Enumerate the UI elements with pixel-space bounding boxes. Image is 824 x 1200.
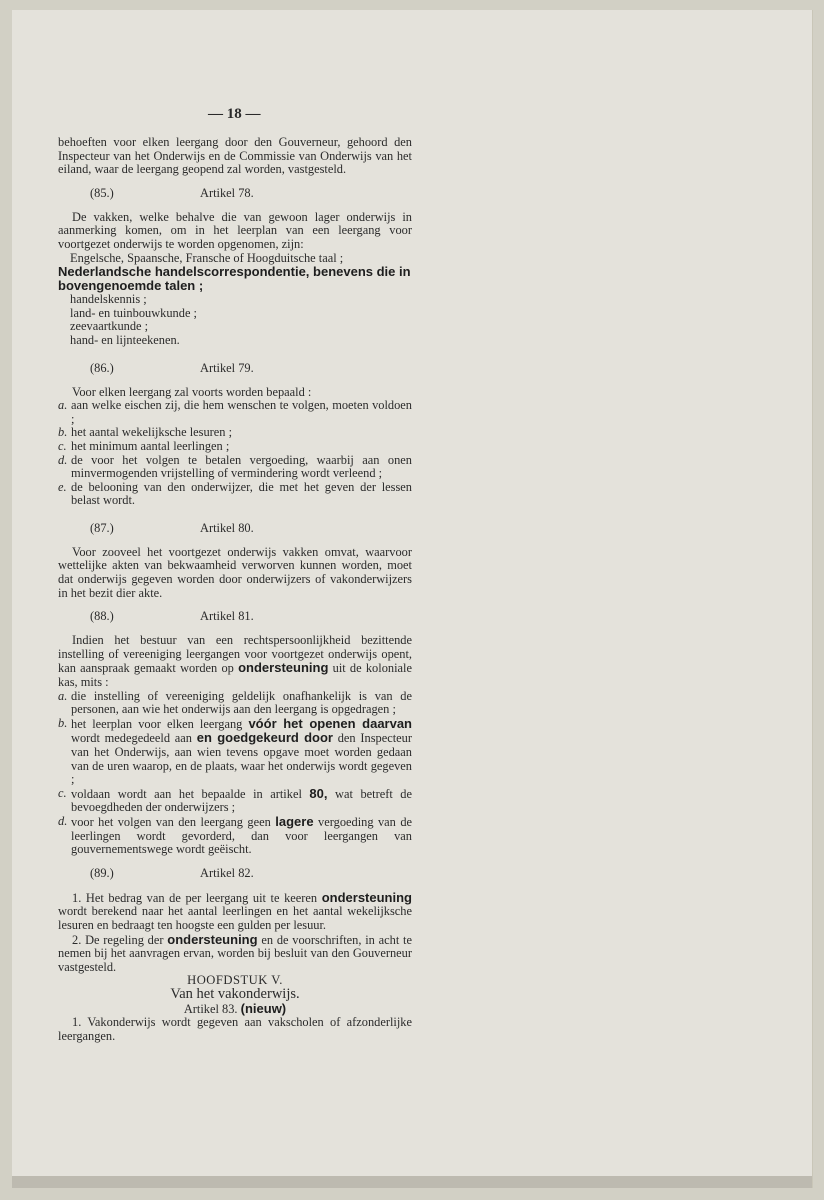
article-78-item: handelskennis ; (70, 292, 147, 307)
article-79-item-d (58, 454, 412, 481)
article-82-paragraph-2 (58, 933, 412, 975)
article-78-title: Artikel 78. (200, 185, 254, 200)
article-81-heading (58, 610, 412, 624)
article-83-paragraph-1: 1. Vakonderwijs wordt gegeven aan vakscholen of afzonderlijke leergangen. (58, 1015, 412, 1043)
bold-part: 80, (309, 785, 328, 801)
lead-text: uit de koloniale kas, mits : (58, 661, 412, 690)
article-82-heading (58, 867, 412, 881)
list-text: die instelling of vereeniging geldelijk onafhankelijk is van de personen, aan wie het onderwijs aan den leergang is opgedragen ; (71, 688, 412, 717)
article-83-title: Artikel 83. (183, 1001, 238, 1016)
article-82-ref: (89.) (90, 865, 114, 880)
chapter-title: Van het vakonderwijs. (170, 985, 300, 1002)
text-part: wat betreft de bevoegdheden der onderwijzers ; (71, 786, 412, 815)
text-part: wordt medegedeeld aan (71, 731, 192, 746)
article-79-ref: (86.) (90, 360, 114, 375)
list-letter: b. (58, 425, 68, 440)
article-81-item-b (58, 717, 412, 787)
list-letter: b. (58, 715, 68, 730)
list-letter: a. (58, 688, 68, 703)
article-81-item-c (58, 787, 412, 815)
article-78-item-bold: Nederlandsche handelscorrespondentie, benevens die in bovengenoemde talen ; (58, 264, 411, 294)
list-text (71, 787, 412, 815)
list-text: de voor het volgen te betalen vergoeding, waarbij aan onen minvermogenden vrijstelling of vermindering wordt verleend ; (71, 452, 412, 481)
text-part: 2. De regeling der (72, 932, 164, 947)
bold-part: vóór het openen daarvan (248, 715, 413, 731)
list-letter: c. (58, 785, 67, 800)
article-81-item-a (58, 690, 412, 717)
article-80-text: Voor zooveel het voortgezet onderwijs vakken omvat, waarvoor wettelijke akten van bekwaamheid verworven kunnen worden, moet dat onderwijs gegeven worden door onderwijzers of vakonderwijzers in het bezit dier akte. (58, 544, 412, 600)
article-80-heading (58, 522, 412, 536)
lead-text: Indien het bestuur van een rechtspersoonlijkheid bezittende instelling of vereeniging leergangen voor voortgezet onderwijs opent, kan aanspraak gemaakt worden op (58, 633, 412, 676)
article-79-item-b (58, 426, 412, 440)
list-text (71, 717, 412, 787)
article-81-ref: (88.) (90, 609, 114, 624)
list-letter: a. (58, 398, 68, 413)
bold-part: lagere (275, 813, 314, 829)
bold-part: ondersteuning (167, 931, 258, 947)
article-78-item: Engelsche, Spaansche, Fransche of Hoogduitsche taal ; (70, 250, 344, 265)
article-82-title: Artikel 82. (200, 865, 254, 880)
chapter-heading: HOOFDSTUK V. (187, 973, 283, 988)
text-part: wordt berekend naar het aantal leerlingen en het aantal wekelijksche lesuren en bedraagt ten hoogste een gulden per lesuur. (58, 904, 412, 932)
list-letter: e. (58, 479, 67, 494)
article-80-ref: (87.) (90, 520, 114, 535)
text-part: het leerplan voor elken leergang (71, 716, 243, 731)
list-text: het aantal wekelijksche lesuren ; (71, 425, 233, 440)
text-column (58, 136, 412, 1043)
article-79-title: Artikel 79. (200, 360, 254, 375)
list-letter: d. (58, 452, 68, 467)
text-part: en de voorschriften, in acht te nemen bij het aanvragen ervan, worden bij besluit van den Gouverneur vastgesteld. (58, 932, 412, 974)
article-81-lead (58, 634, 412, 689)
text-part: 1. Het bedrag van de per leergang uit te keeren (72, 890, 318, 905)
list-text: aan welke eischen zij, die hem wenschen te volgen, moeten voldoen ; (71, 398, 412, 426)
article-79-item-a (58, 399, 412, 426)
list-text (71, 815, 412, 857)
list-text: de belooning van den onderwijzer, die met het geven der lessen belast wordt. (71, 479, 412, 508)
article-78-heading (58, 187, 412, 201)
lead-bold: ondersteuning (238, 660, 329, 676)
article-78-item: zeevaartkunde ; (70, 319, 149, 334)
article-83-heading (58, 1002, 412, 1017)
list-text: het minimum aantal leerlingen ; (71, 438, 230, 453)
text-part: den Inspecteur van het Onderwijs, aan wien tevens opgave moet worden gedaan van de uren waarop, en de plaats, waar het onderwijs wordt gegeven ; (71, 731, 412, 787)
article-81-item-d (58, 815, 412, 857)
bold-part: en goedgekeurd door (196, 730, 333, 746)
article-78-ref: (85.) (90, 185, 114, 200)
text-part: voldaan wordt aan het bepaalde in artikel (71, 786, 302, 801)
article-80-title: Artikel 80. (200, 520, 254, 535)
text-part: voor het volgen van den leergang geen (71, 814, 271, 829)
intro-paragraph: behoeften voor elken leergang door den Gouverneur, gehoord den Inspecteur van het Onderwijs en de Commissie van Onderwijs van het eiland, waar de leergang geopend zal worden, vastgesteld. (58, 135, 412, 177)
article-83-note: (nieuw) (240, 1000, 287, 1016)
article-79-item-e (58, 481, 412, 508)
article-78-item: land- en tuinbouwkunde ; (70, 305, 197, 320)
page-bottom-edge (12, 1176, 812, 1188)
article-79-lead: Voor elken leergang zal voorts worden bepaald : (72, 384, 312, 399)
page-number: — 18 — (208, 106, 261, 122)
article-78-lead: De vakken, welke behalve die van gewoon lager onderwijs in aanmerking komen, om in het leerplan van een leergang voor voortgezet onderwijs te worden opgenomen, zijn: (58, 209, 412, 251)
list-letter: c. (58, 438, 67, 453)
list-letter: d. (58, 813, 68, 828)
bold-part: ondersteuning (321, 889, 412, 905)
article-81-title: Artikel 81. (200, 609, 254, 624)
article-79-item-c (58, 440, 412, 454)
text-part: vergoeding van de leerlingen wordt gevorderd, dan voor leergangen van gouvernementswege wordt geëischt. (71, 814, 413, 857)
article-82-paragraph-1 (58, 891, 412, 933)
article-79-heading (58, 362, 412, 376)
document-page (12, 10, 813, 1188)
article-78-item: hand- en lijnteekenen. (70, 332, 180, 347)
